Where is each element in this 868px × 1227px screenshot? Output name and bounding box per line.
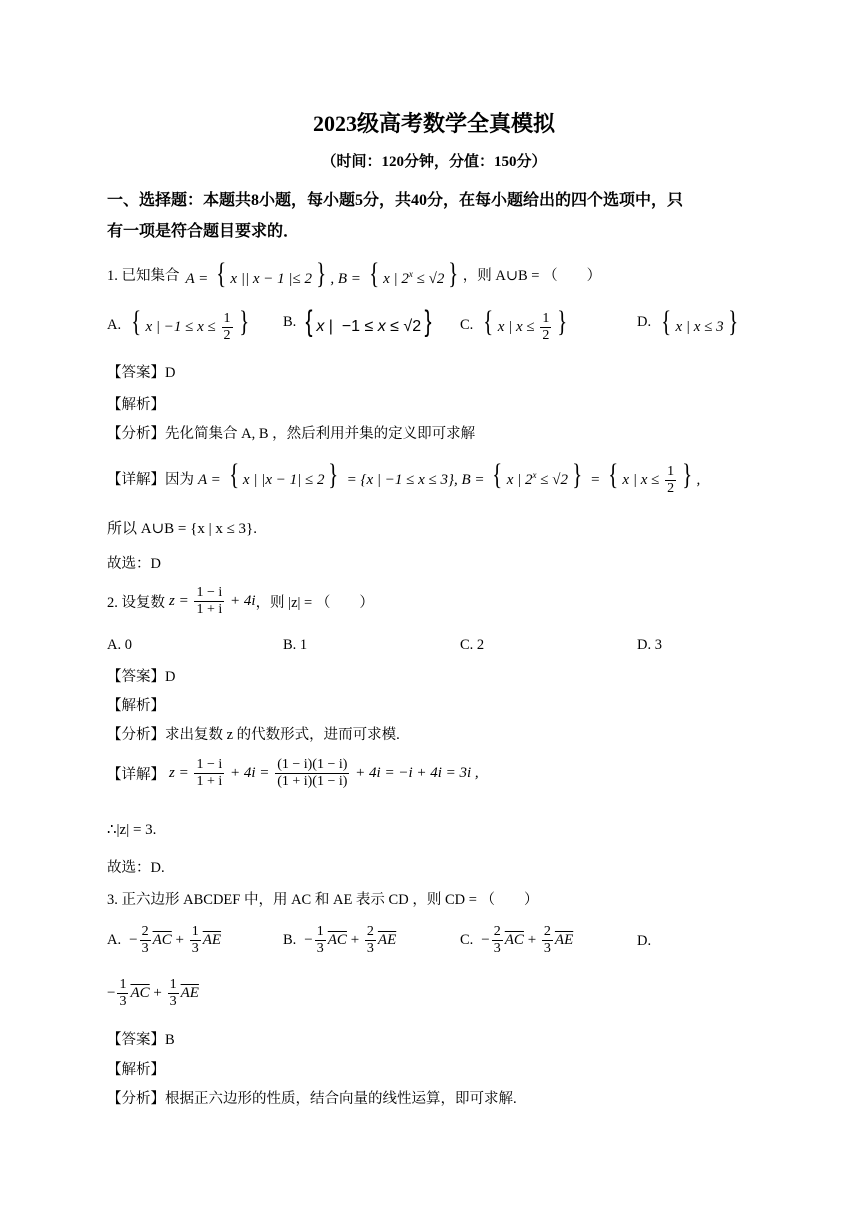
- q1-set-definitions: A = { x || x − 1 |≤ 2 } , B = { x | $2^x \le √2$ }: [185, 257, 459, 290]
- q1-option-d: D. { x | x ≤ 3 }: [637, 305, 738, 338]
- q1-result: 所以 A∪B = {x | x ≤ 3}.: [107, 521, 258, 537]
- q2-result: ∴|z| = 3.: [107, 822, 157, 838]
- q1-option-a: A. { x | −1 ≤ x ≤ $\frac{1}{2}$ }: [107, 305, 249, 344]
- q2-option-d: D. 3: [637, 637, 662, 653]
- q2-option-c: C. 2: [460, 637, 485, 653]
- q1-stem-suffix: ，则 A∪B = （ ）: [462, 267, 602, 284]
- q1-option-c: C. { x | x ≤ $\frac{1}{2}$ }: [460, 305, 568, 344]
- q3-answer: 【答案】B: [107, 1032, 175, 1048]
- q1-stem: [107, 259, 601, 289]
- q3-option-a: A. − $\frac{2}{3}$ $\overline{AC}$ + $\frac{1}{3}$ $\overline{AE}$: [107, 924, 222, 956]
- q2-detail-formula: z = $\frac{1 - i}{1 + i}$ + 4i = $\frac{(1 - i)(1 - i)}{(1 + i)(1 - i)}$ + 4i = −i + 4i = 3i ,: [169, 757, 479, 789]
- q3-fenxi: 【分析】根据正六边形的性质，结合向量的线性运算，即可求解.: [107, 1091, 517, 1107]
- q1-choose: 故选：D: [107, 556, 161, 572]
- q1-detail: 【详解】 因为 A = { x | |x − 1| ≤ 2 } = {x | −1 ≤ x ≤ 3}, B = { x | $2^x \le √2$ } = { x | x ≤ $\frac{1}{2}$ } ,: [107, 458, 701, 497]
- q2-detail: 【详解】 z = $\frac{1 - i}{1 + i}$ + 4i = $\frac{(1 - i)(1 - i)}{(1 + i)(1 - i)}$ + 4i = −i + 4i = 3i ,: [107, 757, 479, 789]
- q2-stem: 2. 设复数 z = $\frac{1 - i}{1 + i}$ + 4i ，则 |z| = （ ）: [107, 585, 374, 617]
- section-heading-line2: 有一项是符合题目要求的．: [107, 223, 300, 240]
- q3-option-d-label: D.: [637, 933, 652, 949]
- page-title: 2023级高考数学全真模拟: [312, 111, 555, 136]
- q2-fenxi: 【分析】求出复数 z 的代数形式，进而可求模.: [107, 727, 400, 743]
- q1-fenxi: 【分析】先化简集合 A, B ，然后利用并集的定义即可求解: [107, 426, 476, 442]
- q3-stem: 3. 正六边形 ABCDEF 中，用 AC 和 AE 表示 CD ，则 CD = （ ）: [107, 892, 539, 908]
- section-heading-line1: 一、选择题：本题共8小题，每小题5分，共40分，在每小题给出的四个选项中，只: [107, 192, 684, 209]
- q2-option-a: A. 0: [107, 637, 132, 653]
- q3-option-b: B. − $\frac{1}{3}$ $\overline{AC}$ + $\frac{2}{3}$ $\overline{AE}$: [283, 924, 397, 956]
- q3-option-c: C. − $\frac{2}{3}$ $\overline{AC}$ + $\frac{2}{3}$ $\overline{AE}$: [460, 924, 574, 956]
- q2-analysis-label: 【解析】: [107, 698, 165, 714]
- page-subtitle: （时间：120分钟，分值：150分）: [321, 154, 547, 170]
- q1-option-b: B. { x | −1 ≤ x ≤ √2 }: [283, 305, 432, 338]
- q2-formula: z = $\frac{1 - i}{1 + i}$ + 4i: [169, 585, 256, 617]
- q1-stem-prefix: 1. 已知集合: [107, 267, 180, 284]
- q1-analysis-label: 【解析】: [107, 397, 165, 413]
- q2-option-b: B. 1: [283, 637, 308, 653]
- q1-detail-formula: A = { x | |x − 1| ≤ 2 } = {x | −1 ≤ x ≤ 3}, B = { x | $2^x \le √2$ } = { x | x ≤ $\frac{1}{2}$ } ,: [198, 458, 701, 497]
- q2-choose: 故选：D.: [107, 860, 165, 876]
- q3-option-d: − $\frac{1}{3}$ $\overline{AC}$ + $\frac{1}{3}$ $\overline{AE}$: [107, 977, 199, 1009]
- q3-analysis-label: 【解析】: [107, 1062, 165, 1078]
- q2-answer: 【答案】D: [107, 669, 176, 685]
- q1-answer: 【答案】D: [107, 365, 176, 381]
